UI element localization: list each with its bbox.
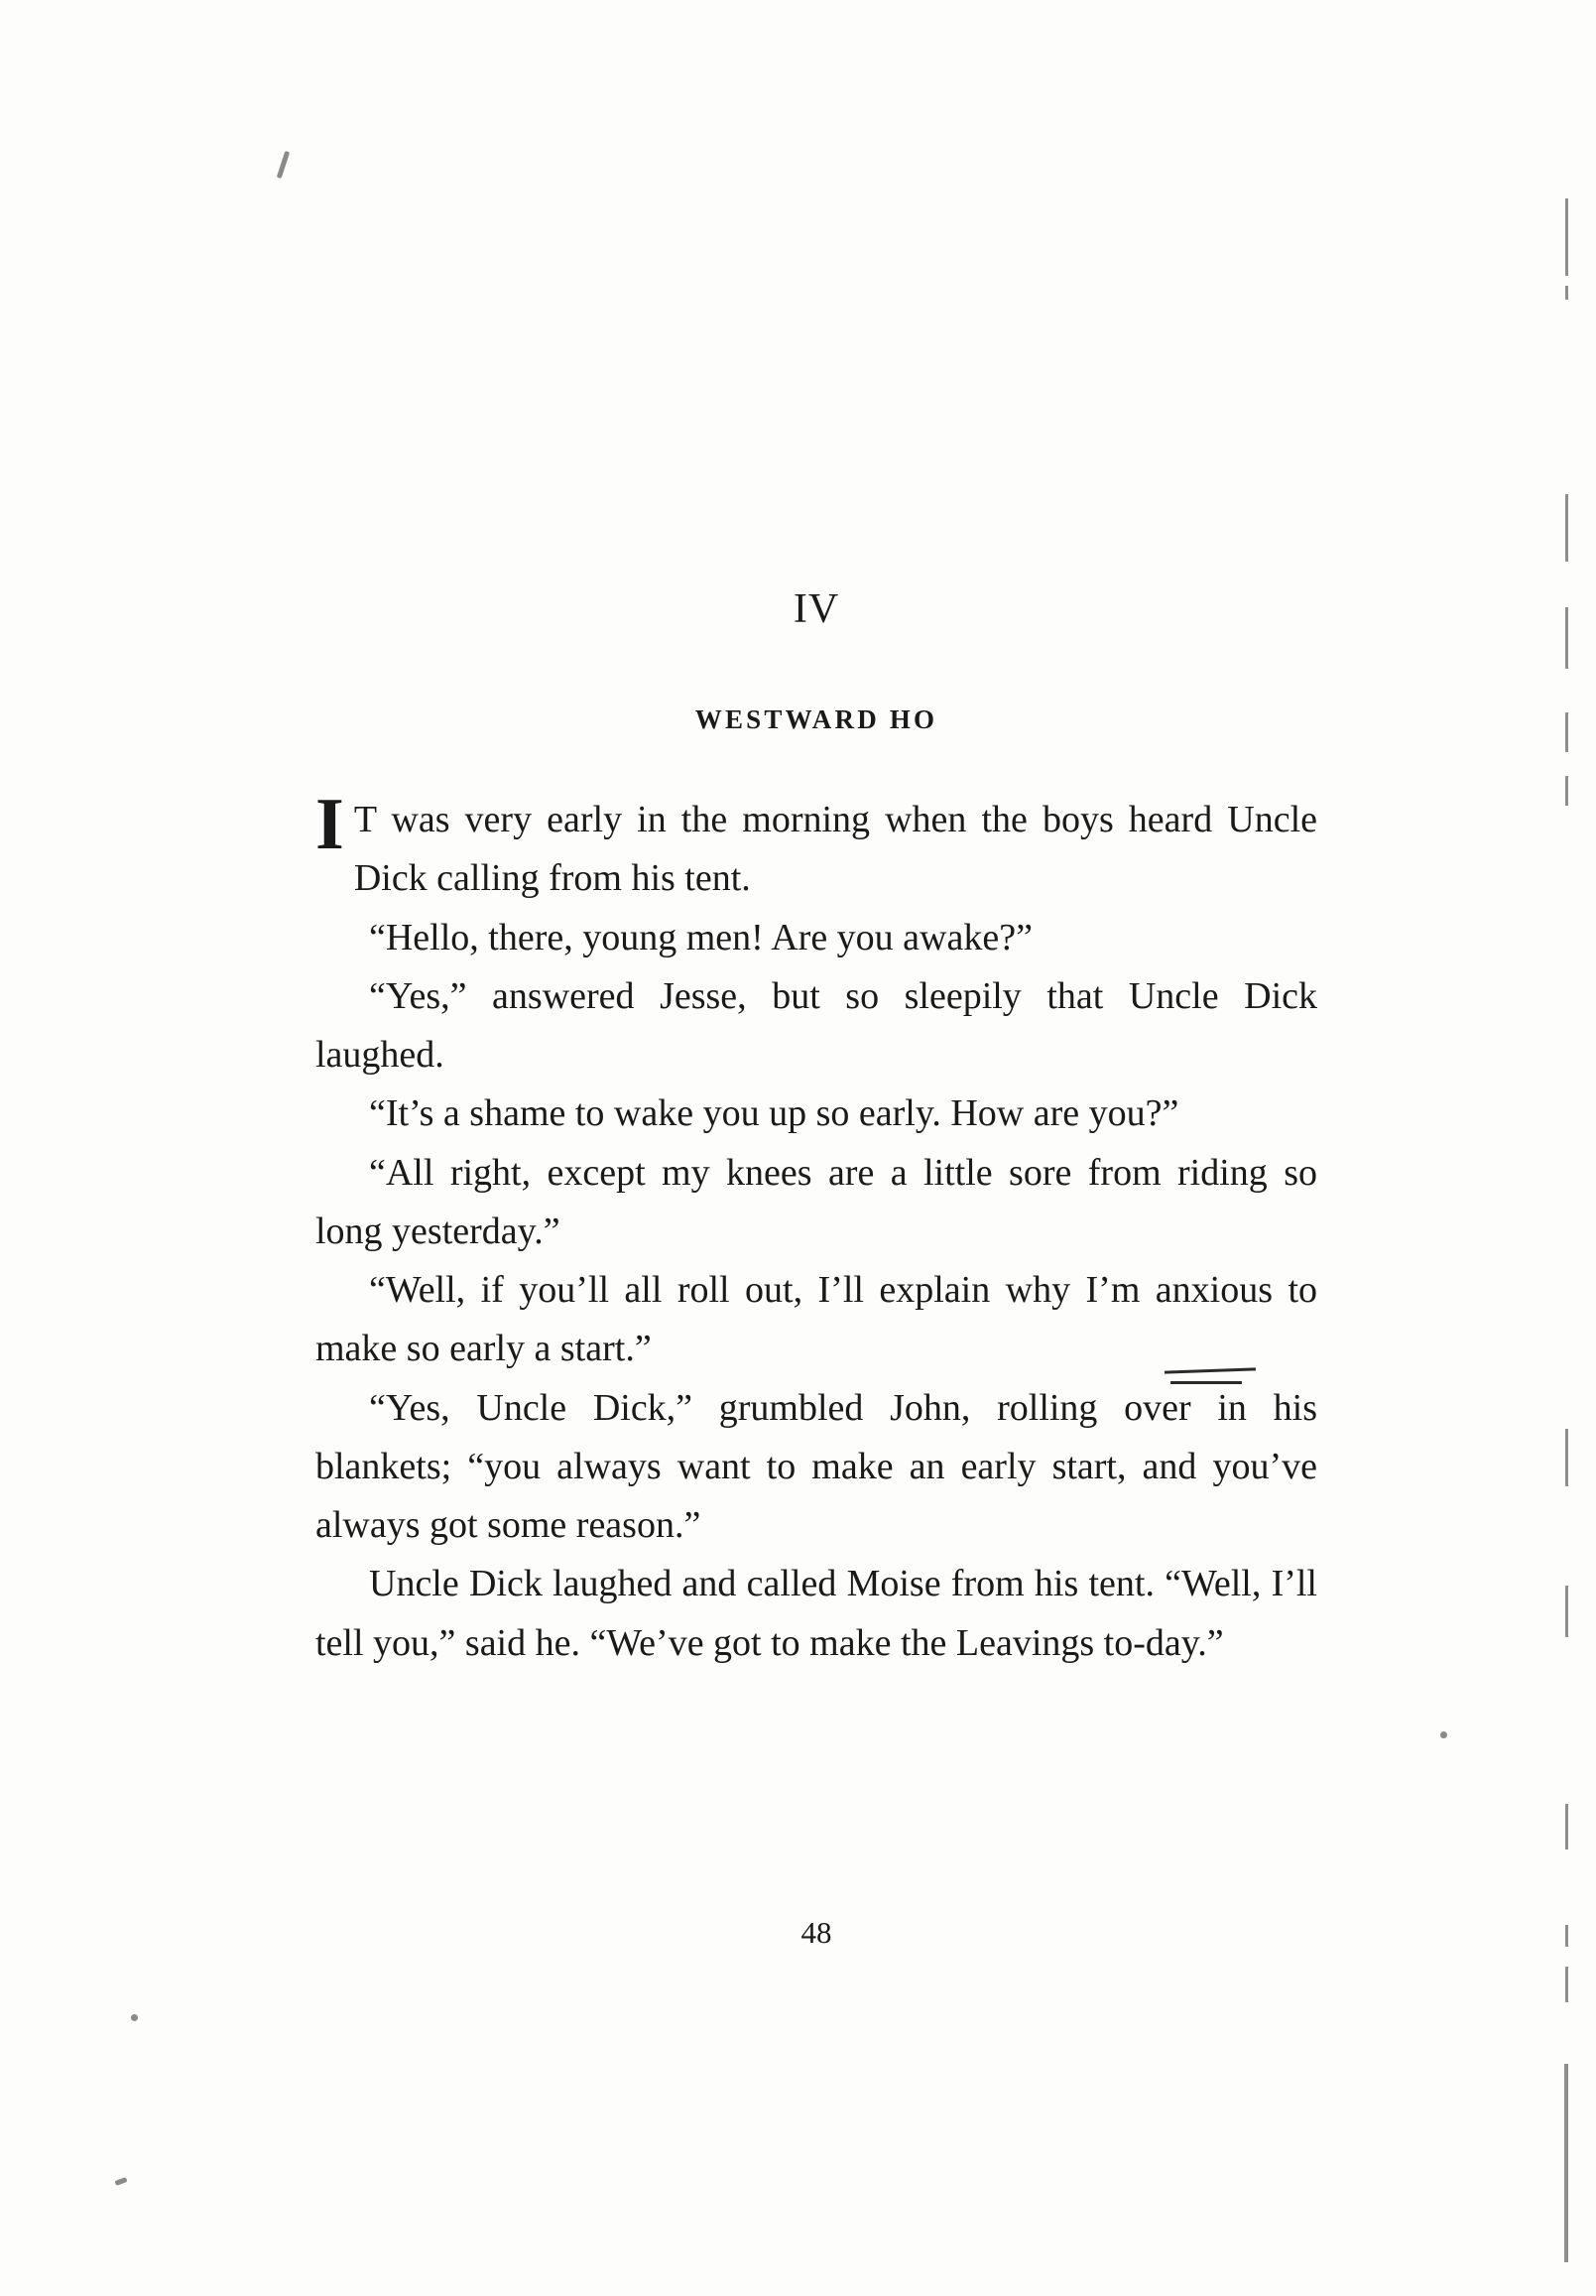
page-number: 48	[800, 1915, 832, 1950]
scan-gutter-artifacts	[1467, 0, 1596, 2296]
gutter-tick	[1565, 1967, 1568, 2002]
paragraph: “Yes, Uncle Dick,” grumbled John, rolling over in his blankets; “you always want to make an early start, and you’ve always got some reason.”	[315, 1386, 1317, 1547]
paragraph: “Yes,” answered Jesse, but so sleepily that Uncle Dick laughed.	[315, 974, 1317, 1077]
drop-cap: I	[315, 784, 344, 865]
gutter-tick	[1565, 1586, 1568, 1637]
chapter-number: IV	[793, 586, 840, 632]
paragraph: “Hello, there, young men! Are you awake?”	[369, 916, 1033, 958]
scan-speck	[1440, 1731, 1447, 1738]
gutter-tick	[1565, 1804, 1568, 1850]
page-text-block	[315, 585, 1317, 1673]
gutter-tick	[1565, 494, 1568, 562]
scan-speck	[277, 151, 290, 179]
paragraph	[315, 784, 1317, 909]
gutter-tick	[1565, 607, 1568, 669]
gutter-tick	[1565, 1429, 1568, 1486]
scan-speck	[115, 2177, 128, 2186]
pen-stroke-artifact	[1170, 1381, 1242, 1384]
paragraph: “Well, if you’ll all roll out, I’ll explain why I’m anxious to make so early a start.”	[315, 1269, 1317, 1370]
paragraph: “All right, except my knees are a little sore from riding so long yesterday.”	[315, 1151, 1317, 1252]
paragraph-text: T was very early in the morning when the boys heard Uncle Dick calling from his tent.	[353, 799, 1317, 900]
gutter-tick	[1565, 286, 1568, 300]
body-text	[315, 784, 1317, 1673]
gutter-tick	[1565, 1925, 1568, 1947]
paragraph: “It’s a shame to wake you up so early. How are you?”	[369, 1092, 1179, 1135]
gutter-tick	[1565, 198, 1568, 276]
paragraph: Uncle Dick laughed and called Moise from his tent. “Well, I’ll tell you,” said he. “We’ve got to make the Leavings to-day.”	[315, 1563, 1317, 1664]
gutter-edge-line	[1564, 2064, 1568, 2262]
gutter-tick	[1565, 776, 1568, 806]
scan-speck	[131, 2014, 138, 2021]
gutter-tick	[1565, 712, 1568, 752]
chapter-title: WESTWARD HO	[694, 704, 938, 734]
